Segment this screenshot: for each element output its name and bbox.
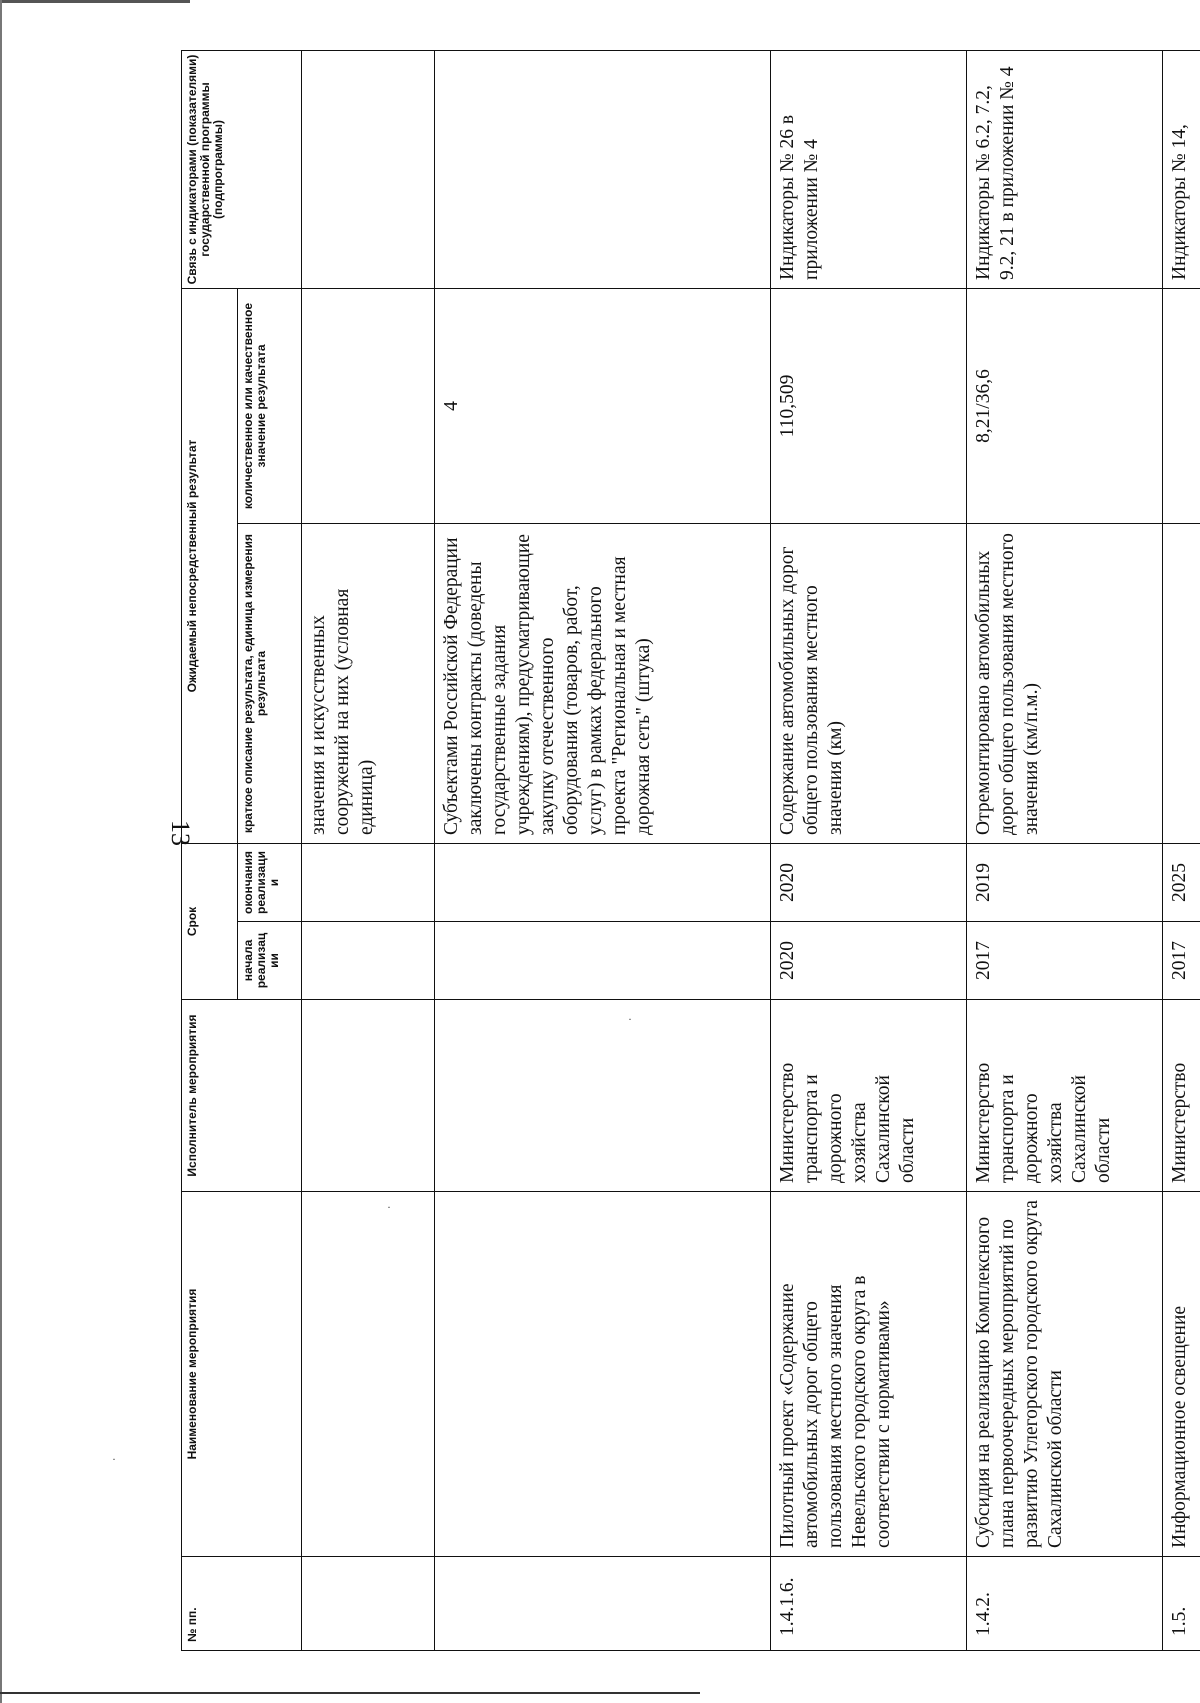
cell-link [302,50,435,288]
scan-edge-top [0,0,190,3]
cell-start: 2017 [1163,922,1200,1000]
cell-start: 2017 [966,922,1162,1000]
scan-speck: · [628,1012,632,1026]
cell-name [434,1192,770,1557]
cell-num [434,1557,770,1651]
cell-result-value: 4 [434,288,770,523]
table-row [770,50,966,1650]
cell-result-value [1163,288,1200,523]
scan-speck: · [112,1452,116,1466]
scan-speck: · [387,1200,391,1214]
cell-end: 2025 [1163,844,1200,922]
cell-link: Индикаторы № 6.2, 7.2, 9.2, 21 в приложении № 4 [966,50,1162,288]
header-row [182,50,238,1650]
header-executor: Исполнитель мероприятия [182,1000,302,1192]
cell-start: 2020 [770,922,966,1000]
cell-result-desc: Отремонтировано автомобильных дорог общего пользования местного значения (км/п.м.) [966,524,1162,844]
cell-link: Индикаторы № 14, [1163,50,1200,288]
cell-link: Индикаторы № 26 в приложении № 4 [770,50,966,288]
header-term-end: окончания реализаци и [238,844,302,922]
header-result-value: количественное или качественное значение результата [238,288,302,523]
cell-start [434,922,770,1000]
cell-name: Пилотный проект «Содержание автомобильных дорог общего пользования местного значения Невельского городского округа в соответствии с нормативами» [770,1192,966,1557]
scan-edge-bottom [0,1692,700,1694]
cell-name: Информационное освещение [1163,1192,1200,1557]
cell-name [302,1192,435,1557]
header-result: Ожидаемый непосредственный результат [182,288,238,843]
cell-executor: Министерство транспорта и дорожного хозяйства Сахалинской области [770,1000,966,1192]
page-number: 13 [166,820,195,846]
cell-end: 2019 [966,844,1162,922]
header-result-desc: краткое описание результата, единица измерения результата [238,524,302,844]
header-link: Связь с индикаторами (показателями) государственной программы (подпрограммы) [182,50,302,288]
cell-result-desc: значения и искусственных сооружений на них (условная единица) [302,524,435,844]
cell-result-desc: Субъектами Российской Федерации заключены контракты (доведены государственные задания учреждениям), предусматривающие закупку отечественного оборудования (товаров, работ, услуг) в рамках федерального проекта "Региональная и местная дорожная сеть" (штука) [434,524,770,844]
cell-executor [434,1000,770,1192]
cell-num: 1.4.2. [966,1557,1162,1651]
cell-result-desc [1163,524,1200,844]
cell-name: Субсидия на реализацию Комплексного плана первоочередных мероприятий по развитию Углегорского городского округа Сахалинской области [966,1192,1162,1557]
cell-result-desc: Содержание автомобильных дорог общего пользования местного значения (км) [770,524,966,844]
table-row [434,50,770,1650]
cell-executor: Министерство [1163,1000,1200,1192]
cell-end: 2020 [770,844,966,922]
cell-result-value: 8,21/36,6 [966,288,1162,523]
table-row [966,50,1162,1650]
cell-link [434,50,770,288]
header-num: № пп. [182,1557,302,1651]
cell-executor [302,1000,435,1192]
cell-start [302,922,435,1000]
cell-end [434,844,770,922]
cell-end [302,844,435,922]
cell-num: 1.4.1.6. [770,1557,966,1651]
cell-result-value [302,288,435,523]
activities-table [181,50,1200,1651]
cell-num: 1.5. [1163,1557,1200,1651]
header-term-start: начала реализац ии [238,922,302,1000]
table-row [1163,50,1200,1650]
cell-executor: Министерство транспорта и дорожного хозяйства Сахалинской области [966,1000,1162,1192]
cell-result-value: 110,509 [770,288,966,523]
scan-edge-left [0,0,2,1703]
rotated-table-frame [181,51,1200,1651]
cell-num [302,1557,435,1651]
header-term: Срок [182,844,238,1000]
header-name: Наименование мероприятия [182,1192,302,1557]
table-row [302,50,435,1650]
